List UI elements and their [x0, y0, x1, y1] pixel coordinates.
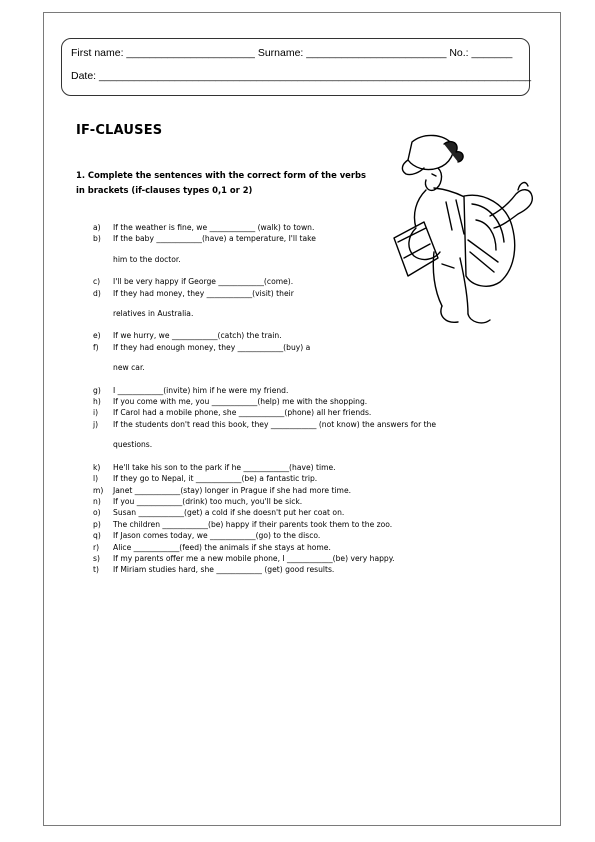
exercise-letter: i) — [93, 408, 99, 418]
exercise-sentence[interactable]: I ____________(invite) him if he were my friend. — [113, 385, 289, 395]
exercise-sentence[interactable]: If they go to Nepal, it ____________(be) a fantastic trip. — [113, 474, 318, 484]
exercise-instruction: 1. Complete the sentences with the correct form of the verbs in brackets (if-clauses types 0,1 or 2) — [76, 170, 366, 195]
exercise-sentence[interactable]: If they had enough money, they ____________(buy) a — [113, 342, 311, 352]
exercise-sentence-continuation: him to the doctor. — [113, 254, 181, 264]
exercise-sentence[interactable]: If you come with me, you ____________(help) me with the shopping. — [113, 397, 368, 407]
exercise-letter: h) — [93, 397, 101, 407]
exercise-letter: q) — [93, 531, 101, 541]
exercise-sentence[interactable]: Susan ____________(get) a cold if she doesn't put her coat on. — [113, 508, 345, 518]
exercise-letter: t) — [93, 565, 99, 575]
exercise-item — [93, 342, 523, 374]
exercise-letter: j) — [93, 419, 99, 429]
exercise-item — [93, 530, 523, 541]
exercise-item — [93, 385, 523, 396]
exercise-sentence[interactable]: He'll take his son to the park if he ____________(have) time. — [113, 462, 336, 472]
exercise-sentence[interactable]: Alice ____________(feed) the animals if she stays at home. — [113, 542, 331, 552]
exercise-letter: l) — [93, 474, 99, 484]
exercise-sentence[interactable]: If the students don't read this book, they ____________ (not know) the answers for the — [113, 419, 437, 429]
exercise-letter: b) — [93, 234, 101, 244]
exercise-sentence[interactable]: If you ____________(drink) too much, you'll be sick. — [113, 496, 303, 506]
exercise-item — [93, 519, 523, 530]
exercise-letter: e) — [93, 331, 101, 341]
exercise-sentence[interactable]: If the weather is fine, we ____________ (walk) to town. — [113, 223, 315, 232]
exercise-letter: f) — [93, 342, 99, 352]
exercise-item — [93, 542, 523, 553]
name-surname-number-line[interactable]: First name: ______________________ Surname: ________________________ No.: _______ — [71, 47, 513, 59]
exercise-item — [93, 407, 523, 418]
exercise-sentence[interactable]: If we hurry, we ____________(catch) the train. — [113, 331, 282, 341]
exercise-item — [93, 330, 523, 341]
exercise-letter: r) — [93, 542, 100, 552]
exercise-item — [93, 507, 523, 518]
exercise-sentence[interactable]: If my parents offer me a new mobile phone, I ____________(be) very happy. — [113, 553, 395, 563]
exercise-letter: n) — [93, 496, 101, 506]
exercise-letter: p) — [93, 519, 101, 529]
exercise-item — [93, 485, 523, 496]
exercise-item — [93, 564, 523, 575]
worksheet-title: IF-CLAUSES — [76, 123, 163, 138]
exercise-letter: c) — [93, 277, 101, 287]
exercise-item — [93, 496, 523, 507]
student-info-box — [61, 38, 530, 96]
exercise-sentence-continuation: new car. — [113, 363, 145, 373]
exercise-sentence[interactable]: If Carol had a mobile phone, she ____________(phone) all her friends. — [113, 408, 372, 418]
exercise-letter: k) — [93, 462, 101, 472]
exercise-letter: m) — [93, 485, 104, 495]
exercise-item — [93, 396, 523, 407]
exercise-letter: o) — [93, 508, 101, 518]
exercise-sentence[interactable]: If the baby ____________(have) a temperature, I'll take — [113, 234, 316, 244]
exercise-item — [93, 462, 523, 473]
exercise-sentence[interactable]: If they had money, they ____________(visit) their — [113, 288, 294, 298]
exercise-letter: d) — [93, 288, 101, 298]
exercise-sentence[interactable]: If Miriam studies hard, she ____________ (get) good results. — [113, 565, 335, 575]
exercise-letter: a) — [93, 223, 101, 232]
exercise-sentence[interactable]: Janet ____________(stay) longer in Prague if she had more time. — [113, 485, 352, 495]
exercise-sentence[interactable]: I'll be very happy if George ____________(come). — [113, 277, 294, 287]
exercise-sentence-continuation: questions. — [113, 440, 153, 450]
exercise-letter: s) — [93, 553, 100, 563]
exercise-item — [93, 473, 523, 484]
date-line[interactable]: Date: __________________________________________________________________________ — [71, 70, 532, 82]
exercise-sentence-continuation: relatives in Australia. — [113, 309, 194, 319]
exercise-item — [93, 553, 523, 564]
exercise-sentence[interactable]: The children ____________(be) happy if their parents took them to the zoo. — [113, 519, 393, 529]
exercise-sentence[interactable]: If Jason comes today, we ____________(go) to the disco. — [113, 531, 321, 541]
exercise-item — [93, 419, 523, 451]
student-with-backpack-illustration — [372, 130, 544, 330]
exercise-letter: g) — [93, 385, 101, 395]
